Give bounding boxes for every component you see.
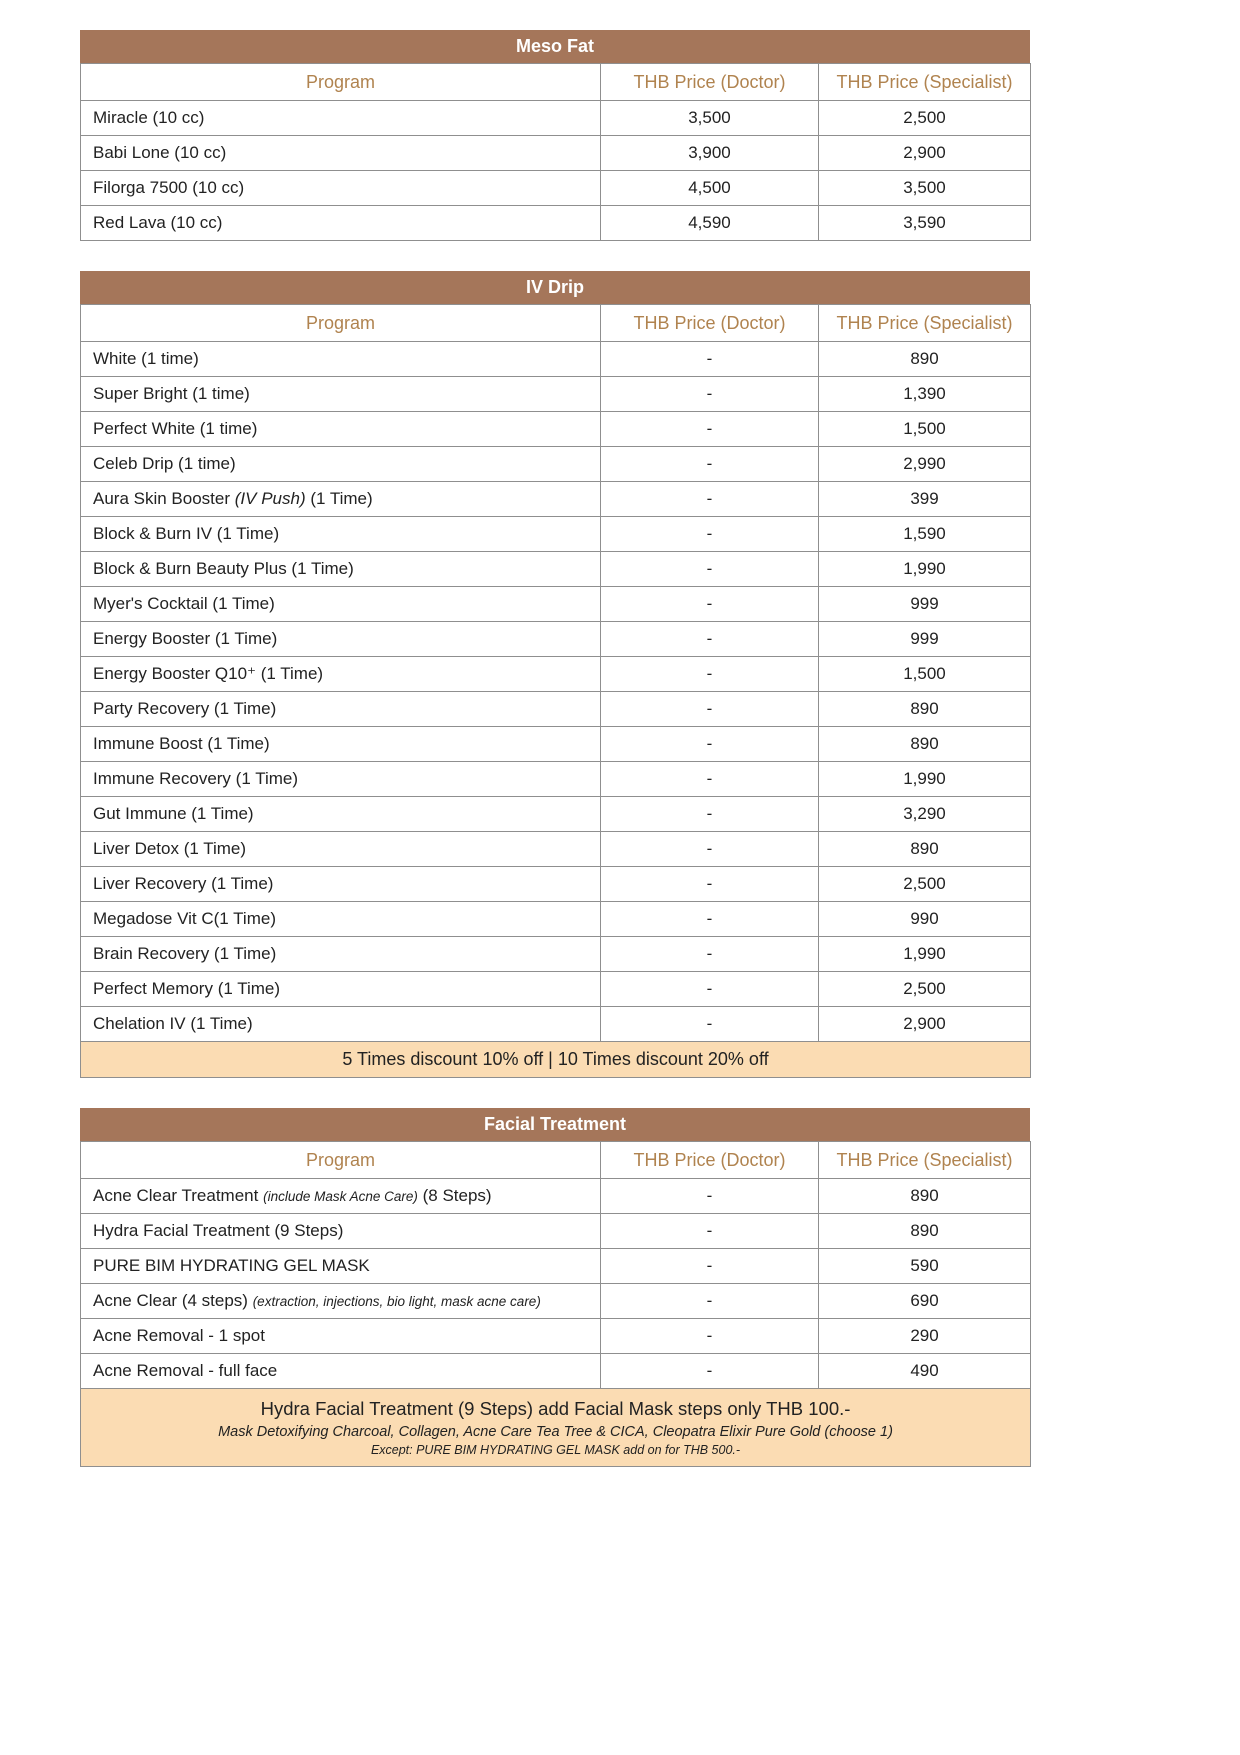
program-name: Hydra Facial Treatment (9 Steps) xyxy=(93,1221,344,1240)
program-name: Megadose Vit C(1 Time) xyxy=(93,909,276,928)
table-title-iv-drip: IV Drip xyxy=(80,271,1030,304)
table-row xyxy=(81,1319,1031,1354)
column-header-row xyxy=(81,305,1031,342)
facial-treatment-section xyxy=(80,1108,1030,1467)
specialist-price: 890 xyxy=(819,692,1031,727)
program-cell xyxy=(81,1319,601,1354)
program-cell xyxy=(81,101,601,136)
table-row xyxy=(81,587,1031,622)
program-cell xyxy=(81,136,601,171)
program-name: Block & Burn Beauty Plus (1 Time) xyxy=(93,559,354,578)
col-header-doctor-price: THB Price (Doctor) xyxy=(601,305,819,342)
program-cell xyxy=(81,692,601,727)
table-row xyxy=(81,447,1031,482)
doctor-price: - xyxy=(601,622,819,657)
table-row xyxy=(81,1249,1031,1284)
table-row xyxy=(81,552,1031,587)
specialist-price: 2,990 xyxy=(819,447,1031,482)
program-cell xyxy=(81,1179,601,1214)
facial-note-line-3: Except: PURE BIM HYDRATING GEL MASK add on for THB 500.- xyxy=(370,1443,741,1457)
iv-drip-section xyxy=(80,271,1030,1078)
program-cell xyxy=(81,937,601,972)
col-header-program: Program xyxy=(81,64,601,101)
program-cell xyxy=(81,1284,601,1319)
program-name: Miracle (10 cc) xyxy=(93,108,205,127)
program-name: Celeb Drip (1 time) xyxy=(93,454,236,473)
program-cell xyxy=(81,1354,601,1389)
discount-note: 5 Times discount 10% off | 10 Times discount 20% off xyxy=(81,1042,1031,1078)
program-name: Aura Skin Booster xyxy=(93,489,235,508)
doctor-price: 4,500 xyxy=(601,171,819,206)
program-suffix: (8 Steps) xyxy=(417,1186,492,1205)
program-cell xyxy=(81,447,601,482)
table-row xyxy=(81,342,1031,377)
program-name: Immune Recovery (1 Time) xyxy=(93,769,298,788)
program-cell xyxy=(81,206,601,241)
program-cell xyxy=(81,1007,601,1042)
doctor-price: - xyxy=(601,657,819,692)
program-note-small-italic: (extraction, injections, bio light, mask acne care) xyxy=(252,1294,541,1309)
program-suffix: (1 Time) xyxy=(305,489,373,508)
col-header-specialist-price: THB Price (Specialist) xyxy=(819,64,1031,101)
doctor-price: - xyxy=(601,552,819,587)
column-header-row xyxy=(81,64,1031,101)
specialist-price: 3,290 xyxy=(819,797,1031,832)
specialist-price: 990 xyxy=(819,902,1031,937)
program-cell xyxy=(81,1214,601,1249)
specialist-price: 890 xyxy=(819,1179,1031,1214)
program-cell xyxy=(81,517,601,552)
program-cell xyxy=(81,171,601,206)
doctor-price: - xyxy=(601,482,819,517)
program-cell xyxy=(81,727,601,762)
specialist-price: 490 xyxy=(819,1354,1031,1389)
table-row xyxy=(81,1007,1031,1042)
specialist-price: 999 xyxy=(819,622,1031,657)
table-row xyxy=(81,797,1031,832)
col-header-doctor-price: THB Price (Doctor) xyxy=(601,1142,819,1179)
specialist-price: 2,900 xyxy=(819,136,1031,171)
col-header-doctor-price: THB Price (Doctor) xyxy=(601,64,819,101)
table-row xyxy=(81,832,1031,867)
program-name: Super Bright (1 time) xyxy=(93,384,250,403)
table-title-meso-fat: Meso Fat xyxy=(80,30,1030,63)
discount-note-row xyxy=(81,1042,1031,1078)
program-name: Block & Burn IV (1 Time) xyxy=(93,524,280,543)
specialist-price: 1,990 xyxy=(819,552,1031,587)
specialist-price: 2,500 xyxy=(819,972,1031,1007)
meso-fat-table xyxy=(80,63,1031,241)
program-name: Acne Removal - 1 spot xyxy=(93,1326,265,1345)
table-row xyxy=(81,972,1031,1007)
doctor-price: - xyxy=(601,1249,819,1284)
program-cell xyxy=(81,832,601,867)
specialist-price: 890 xyxy=(819,1214,1031,1249)
specialist-price: 2,900 xyxy=(819,1007,1031,1042)
program-cell xyxy=(81,587,601,622)
specialist-price: 999 xyxy=(819,587,1031,622)
table-row xyxy=(81,657,1031,692)
program-cell xyxy=(81,972,601,1007)
program-note-italic: (IV Push) xyxy=(234,489,306,508)
facial-note-line-2: Mask Detoxifying Charcoal, Collagen, Acne Care Tea Tree & CICA, Cleopatra Elixir Pure Gold (choose 1) xyxy=(218,1424,893,1440)
table-row xyxy=(81,482,1031,517)
table-row xyxy=(81,1284,1031,1319)
table-row xyxy=(81,1179,1031,1214)
program-cell xyxy=(81,797,601,832)
specialist-price: 1,990 xyxy=(819,937,1031,972)
program-cell xyxy=(81,552,601,587)
program-name: Filorga 7500 (10 cc) xyxy=(93,178,245,197)
doctor-price: - xyxy=(601,342,819,377)
table-title-facial-treatment: Facial Treatment xyxy=(80,1108,1030,1141)
doctor-price: - xyxy=(601,902,819,937)
specialist-price: 590 xyxy=(819,1249,1031,1284)
table-row xyxy=(81,727,1031,762)
table-row xyxy=(81,692,1031,727)
doctor-price: - xyxy=(601,412,819,447)
table-row xyxy=(81,622,1031,657)
specialist-price: 890 xyxy=(819,342,1031,377)
doctor-price: - xyxy=(601,1354,819,1389)
program-cell xyxy=(81,412,601,447)
table-row xyxy=(81,206,1031,241)
specialist-price: 3,590 xyxy=(819,206,1031,241)
program-note-small-italic: (include Mask Acne Care) xyxy=(263,1189,418,1204)
doctor-price: - xyxy=(601,1214,819,1249)
program-cell xyxy=(81,342,601,377)
iv-drip-table xyxy=(80,304,1031,1078)
table-row xyxy=(81,101,1031,136)
program-name: Gut Immune (1 Time) xyxy=(93,804,254,823)
specialist-price: 399 xyxy=(819,482,1031,517)
specialist-price: 890 xyxy=(819,832,1031,867)
doctor-price: - xyxy=(601,1007,819,1042)
doctor-price: - xyxy=(601,937,819,972)
specialist-price: 3,500 xyxy=(819,171,1031,206)
program-name: Perfect Memory (1 Time) xyxy=(93,979,281,998)
col-header-program: Program xyxy=(81,1142,601,1179)
meso-fat-section xyxy=(80,30,1030,241)
program-name: Immune Boost (1 Time) xyxy=(93,734,270,753)
table-row xyxy=(81,937,1031,972)
doctor-price: - xyxy=(601,972,819,1007)
program-name: Liver Detox (1 Time) xyxy=(93,839,247,858)
doctor-price: - xyxy=(601,797,819,832)
program-name: Myer's Cocktail (1 Time) xyxy=(93,594,275,613)
specialist-price: 690 xyxy=(819,1284,1031,1319)
program-name: Energy Booster Q10⁺ (1 Time) xyxy=(93,664,324,683)
program-name: Acne Clear Treatment xyxy=(93,1186,264,1205)
specialist-price: 2,500 xyxy=(819,101,1031,136)
table-row xyxy=(81,136,1031,171)
doctor-price: 4,590 xyxy=(601,206,819,241)
doctor-price: - xyxy=(601,517,819,552)
program-cell xyxy=(81,867,601,902)
program-cell xyxy=(81,762,601,797)
specialist-price: 1,390 xyxy=(819,377,1031,412)
doctor-price: 3,900 xyxy=(601,136,819,171)
col-header-program: Program xyxy=(81,305,601,342)
doctor-price: - xyxy=(601,1319,819,1354)
doctor-price: - xyxy=(601,377,819,412)
specialist-price: 1,990 xyxy=(819,762,1031,797)
doctor-price: 3,500 xyxy=(601,101,819,136)
table-row xyxy=(81,171,1031,206)
facial-treatment-table xyxy=(80,1141,1031,1467)
facial-note-cell xyxy=(81,1389,1031,1467)
program-name: Liver Recovery (1 Time) xyxy=(93,874,274,893)
program-name: Perfect White (1 time) xyxy=(93,419,258,438)
table-row xyxy=(81,762,1031,797)
table-row xyxy=(81,867,1031,902)
doctor-price: - xyxy=(601,867,819,902)
specialist-price: 290 xyxy=(819,1319,1031,1354)
doctor-price: - xyxy=(601,587,819,622)
doctor-price: - xyxy=(601,692,819,727)
program-name: Chelation IV (1 Time) xyxy=(93,1014,253,1033)
specialist-price: 1,590 xyxy=(819,517,1031,552)
program-name: PURE BIM HYDRATING GEL MASK xyxy=(93,1256,370,1275)
table-row xyxy=(81,517,1031,552)
table-row xyxy=(81,412,1031,447)
program-name: White (1 time) xyxy=(93,349,199,368)
table-row xyxy=(81,377,1031,412)
facial-note-row xyxy=(81,1389,1031,1467)
program-cell xyxy=(81,622,601,657)
program-cell xyxy=(81,902,601,937)
specialist-price: 1,500 xyxy=(819,412,1031,447)
doctor-price: - xyxy=(601,832,819,867)
program-cell xyxy=(81,482,601,517)
col-header-specialist-price: THB Price (Specialist) xyxy=(819,1142,1031,1179)
table-row xyxy=(81,1354,1031,1389)
program-name: Party Recovery (1 Time) xyxy=(93,699,277,718)
doctor-price: - xyxy=(601,762,819,797)
program-name: Acne Clear (4 steps) xyxy=(93,1291,253,1310)
col-header-specialist-price: THB Price (Specialist) xyxy=(819,305,1031,342)
program-cell xyxy=(81,657,601,692)
doctor-price: - xyxy=(601,1284,819,1319)
program-name: Brain Recovery (1 Time) xyxy=(93,944,277,963)
program-name: Acne Removal - full face xyxy=(93,1361,278,1380)
facial-note-line-1: Hydra Facial Treatment (9 Steps) add Facial Mask steps only THB 100.- xyxy=(260,1398,851,1419)
doctor-price: - xyxy=(601,1179,819,1214)
specialist-price: 2,500 xyxy=(819,867,1031,902)
doctor-price: - xyxy=(601,727,819,762)
specialist-price: 890 xyxy=(819,727,1031,762)
program-name: Red Lava (10 cc) xyxy=(93,213,223,232)
program-cell xyxy=(81,377,601,412)
program-cell xyxy=(81,1249,601,1284)
program-name: Babi Lone (10 cc) xyxy=(93,143,227,162)
column-header-row xyxy=(81,1142,1031,1179)
specialist-price: 1,500 xyxy=(819,657,1031,692)
program-name: Energy Booster (1 Time) xyxy=(93,629,278,648)
table-row xyxy=(81,1214,1031,1249)
table-row xyxy=(81,902,1031,937)
doctor-price: - xyxy=(601,447,819,482)
